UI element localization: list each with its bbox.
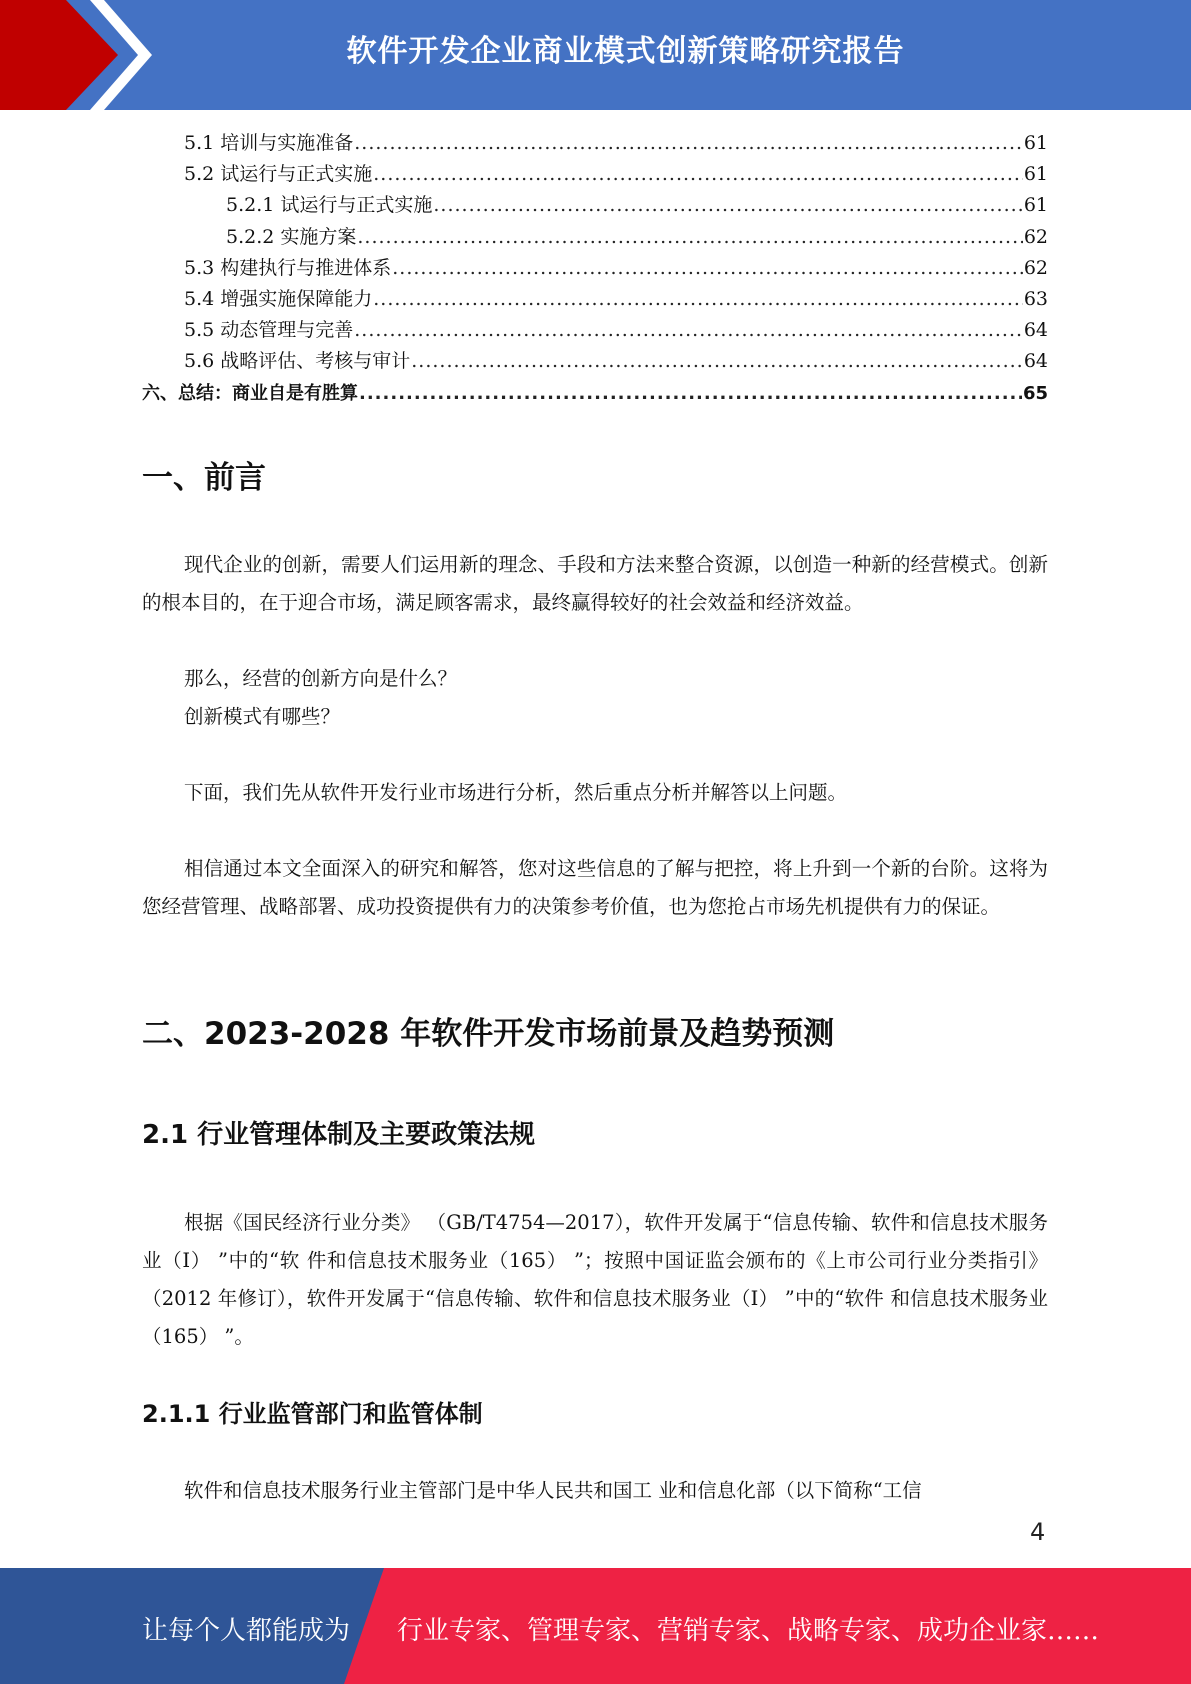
table-of-contents (142, 128, 1048, 409)
page-header (0, 0, 1191, 110)
toc-leader-dots (354, 128, 1023, 159)
toc-entry-page: 63 (1023, 287, 1048, 310)
footer-slogan-right: 行业专家、管理专家、营销专家、战略专家、成功企业家…… (397, 1616, 1100, 1646)
toc-entry-page: 61 (1023, 194, 1048, 217)
toc-leader-dots (433, 190, 1022, 221)
regulators-paragraph: 软件和信息技术服务行业主管部门是中华人民共和国工 业和信息化部（以下简称“工信 (184, 1479, 922, 1502)
toc-entry[interactable] (142, 190, 1048, 221)
toc-entry[interactable] (142, 378, 1048, 409)
toc-entry-label: 5.3 构建执行与推进体系 (184, 256, 392, 279)
section-heading-preface: 一、前言 (142, 460, 266, 496)
preface-question-2: 创新模式有哪些？ (184, 705, 341, 728)
toc-entry[interactable] (142, 128, 1048, 159)
toc-entry-page: 62 (1023, 225, 1048, 248)
toc-entry-label: 六、总结：商业自是有胜算 (142, 382, 358, 404)
preface-question-1: 那么，经营的创新方向是什么？ (184, 667, 458, 690)
toc-leader-dots (359, 378, 1022, 409)
toc-entry-page: 62 (1023, 256, 1048, 279)
management-system-paragraph: 根据《国民经济行业分类》 （GB/T4754—2017），软件开发属于“信息传输、软件和信息技术服务业（I） ”中的“软 件和信息技术服务业（165） ”；按照中国证监会颁布的《上市公司行业分类指引》 （2012 年修订），软件开发属于“信息传输、软件和信息技术服务业（I） ”中的“软件 和信息技术服务业（165） ”。 (142, 1211, 1048, 1348)
toc-entry-label: 5.2 试运行与正式实施 (184, 163, 373, 186)
toc-entry-label: 5.4 增强实施保障能力 (184, 287, 373, 310)
toc-entry[interactable] (142, 253, 1048, 284)
toc-entry-label: 5.2.2 实施方案 (226, 225, 357, 248)
subsection-heading-management-system: 2.1 行业管理体制及主要政策法规 (142, 1120, 536, 1150)
toc-entry-page: 64 (1023, 319, 1048, 342)
footer-slogan-left: 让每个人都能成为 (142, 1616, 351, 1646)
toc-entry-page: 65 (1022, 382, 1048, 404)
subsection-heading-regulators: 2.1.1 行业监管部门和监管体制 (142, 1400, 483, 1428)
report-title: 软件开发企业商业模式创新策略研究报告 (346, 34, 905, 69)
toc-entry-label: 5.6 战略评估、考核与审计 (184, 350, 411, 373)
header-chevron-decoration (0, 0, 160, 110)
toc-entry-page: 61 (1023, 163, 1048, 186)
page-footer (0, 1568, 1191, 1684)
toc-entry[interactable] (142, 222, 1048, 253)
toc-entry-label: 5.5 动态管理与完善 (184, 319, 354, 342)
toc-entry[interactable] (142, 346, 1048, 377)
toc-leader-dots (373, 159, 1023, 190)
toc-entry-label: 5.2.1 试运行与正式实施 (226, 194, 433, 217)
preface-paragraph-3: 相信通过本文全面深入的研究和解答，您对这些信息的了解与把控，将上升到一个新的台阶。这将为您经营管理、战略部署、成功投资提供有力的决策参考价值，也为您抢占市场先机提供有力的保证。 (142, 857, 1048, 918)
page-number: 4 (1030, 1518, 1046, 1546)
toc-entry-label: 5.1 培训与实施准备 (184, 132, 354, 154)
toc-entry-page: 64 (1023, 350, 1048, 373)
preface-paragraph-1: 现代企业的创新，需要人们运用新的理念、手段和方法来整合资源，以创造一种新的经营模式。创新的根本目的，在于迎合市场，满足顾客需求，最终赢得较好的社会效益和经济效益。 (142, 553, 1048, 614)
toc-leader-dots (411, 346, 1023, 377)
toc-entry-page: 61 (1023, 132, 1048, 154)
toc-leader-dots (354, 315, 1023, 346)
toc-entry[interactable] (142, 159, 1048, 190)
toc-entry[interactable] (142, 284, 1048, 315)
section-heading-market-forecast: 二、2023-2028 年软件开发市场前景及趋势预测 (142, 1016, 835, 1052)
preface-paragraph-2: 下面，我们先从软件开发行业市场进行分析，然后重点分析并解答以上问题。 (184, 781, 848, 804)
toc-entry[interactable] (142, 315, 1048, 346)
toc-leader-dots (357, 222, 1022, 253)
toc-leader-dots (373, 284, 1023, 315)
toc-leader-dots (392, 253, 1023, 284)
